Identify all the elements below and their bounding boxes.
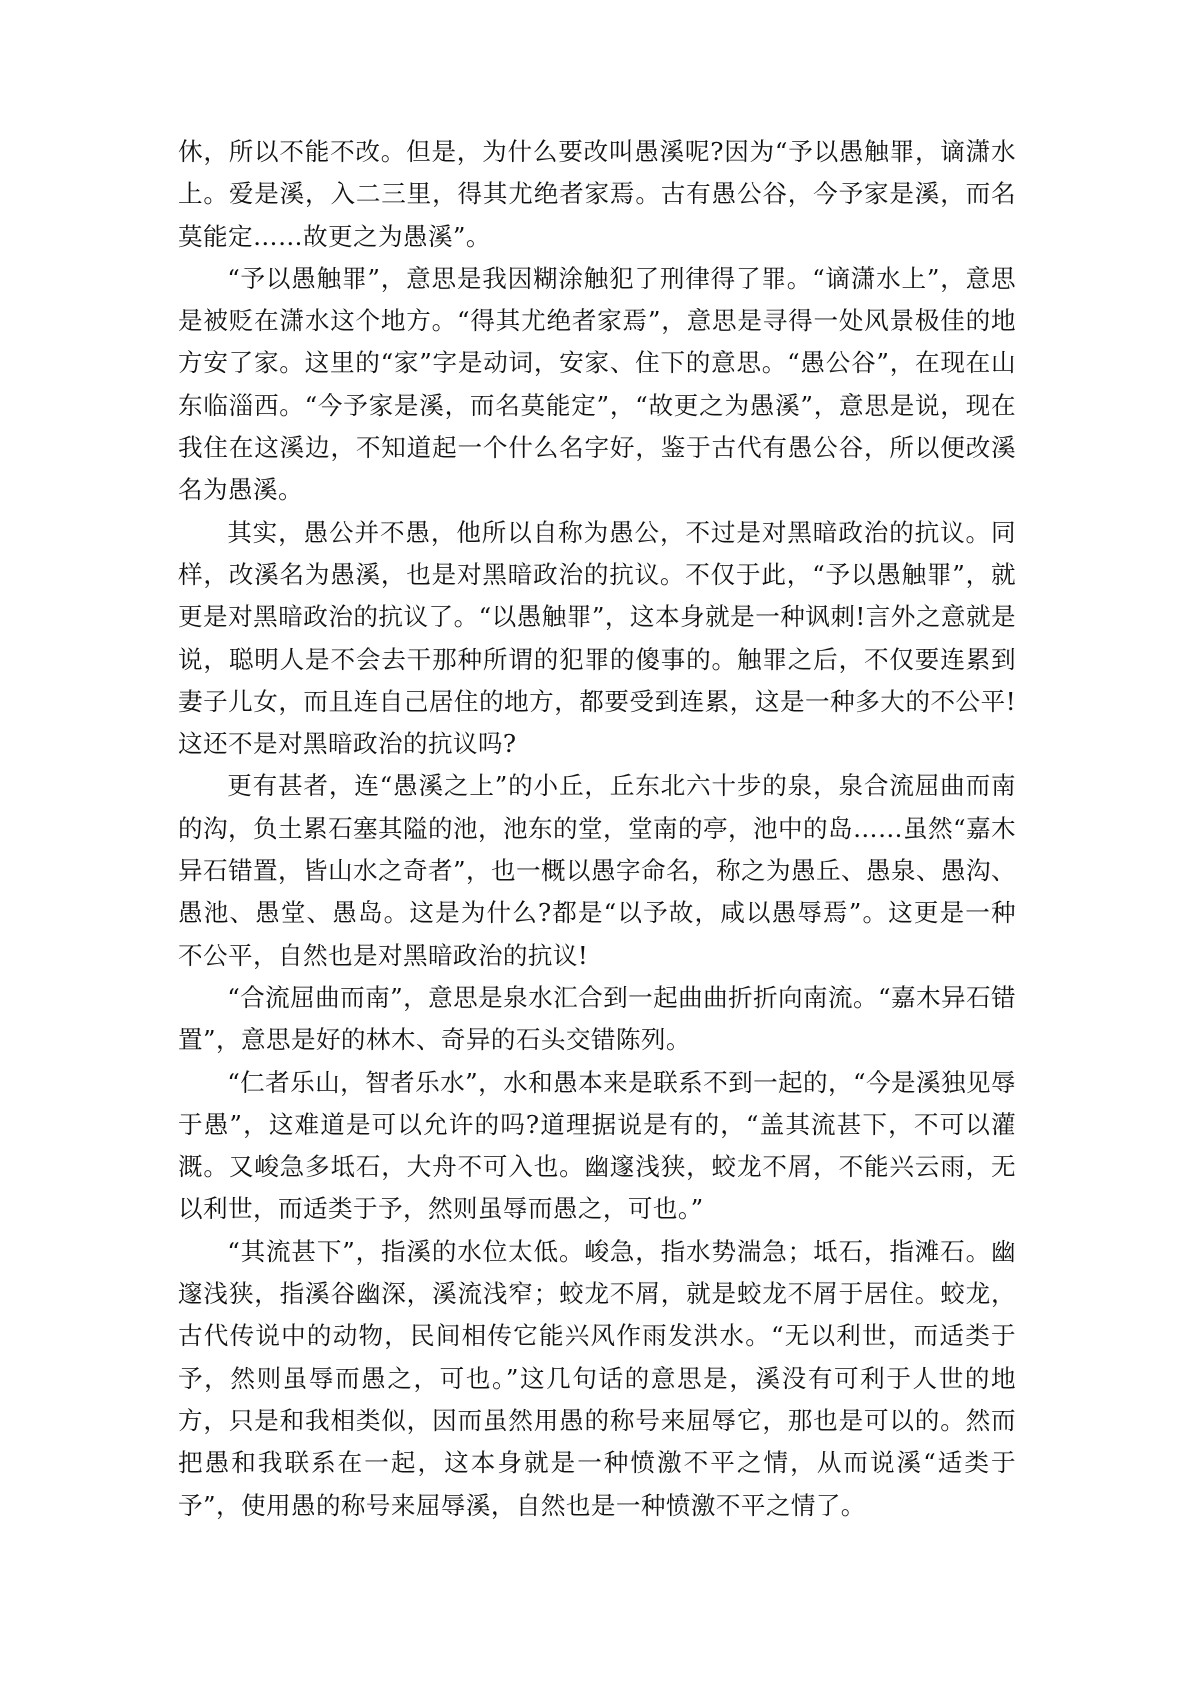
paragraph-3: 其实，愚公并不愚，他所以自称为愚公，不过是对黑暗政治的抗议。同样，改溪名为愚溪，也是对黑暗政治的抗议。不仅于此，“予以愚触罪”，就更是对黑暗政治的抗议了。“以愚触罪”，这本身就是一种讽刺!言外之意就是说，聪明人是不会去干那种所谓的犯罪的傻事的。触罪之后，不仅要连累到妻子儿女，而且连自己居住的地方，都要受到连累，这是一种多大的不公平!这还不是对黑暗政治的抗议吗? — [178, 517, 1016, 759]
paragraph-4: 更有甚者，连“愚溪之上”的小丘，丘东北六十步的泉，泉合流屈曲而南的沟，负土累石塞其隘的池，池东的堂，堂南的亭，池中的岛……虽然“嘉木异石错置，皆山水之奇者”，也一概以愚字命名，称之为愚丘、愚泉、愚沟、愚池、愚堂、愚岛。这是为什么?都是“以予故，咸以愚辱焉”。这更是一种不公平，自然也是对黑暗政治的抗议! — [178, 771, 1016, 970]
paragraph-1: 休，所以不能不改。但是，为什么要改叫愚溪呢?因为“予以愚触罪，谪潇水上。爱是溪，入二三里，得其尤绝者家焉。古有愚公谷，今予家是溪，而名莫能定……故更之为愚溪”。 — [178, 137, 1016, 251]
paragraph-2: “予以愚触罪”，意思是我因糊涂触犯了刑律得了罪。“谪潇水上”，意思是被贬在潇水这个地方。“得其尤绝者家焉”，意思是寻得一处风景极佳的地方安了家。这里的“家”字是动词，安家、住下的意思。“愚公谷”，在现在山东临淄西。“今予家是溪，而名莫能定”，“故更之为愚溪”，意思是说，现在我住在这溪边，不知道起一个什么名字好，鉴于古代有愚公谷，所以便改溪名为愚溪。 — [178, 263, 1016, 505]
paragraph-5: “合流屈曲而南”，意思是泉水汇合到一起曲曲折折向南流。“嘉木异石错置”，意思是好的林木、奇异的石头交错陈列。 — [178, 982, 1016, 1055]
document-body — [178, 131, 1016, 1527]
paragraph-6: “仁者乐山，智者乐水”，水和愚本来是联系不到一起的，“今是溪独见辱于愚”，这难道是可以允许的吗?道理据说是有的，“盖其流甚下，不可以灌溉。又峻急多坻石，大舟不可入也。幽邃浅狭，蛟龙不屑，不能兴云雨，无以利世，而适类于予，然则虽辱而愚之，可也。” — [178, 1067, 1016, 1224]
paragraph-7: “其流甚下”，指溪的水位太低。峻急，指水势湍急；坻石，指滩石。幽邃浅狭，指溪谷幽深，溪流浅窄；蛟龙不屑，就是蛟龙不屑于居住。蛟龙，古代传说中的动物，民间相传它能兴风作雨发洪水。“无以利世，而适类于予，然则虽辱而愚之，可也。”这几句话的意思是，溪没有可利于人世的地方，只是和我相类似，因而虽然用愚的称号来屈辱它，那也是可以的。然而把愚和我联系在一起，这本身就是一种愤激不平之情，从而说溪“适类于予”，使用愚的称号来屈辱溪，自然也是一种愤激不平之情了。 — [178, 1236, 1016, 1520]
